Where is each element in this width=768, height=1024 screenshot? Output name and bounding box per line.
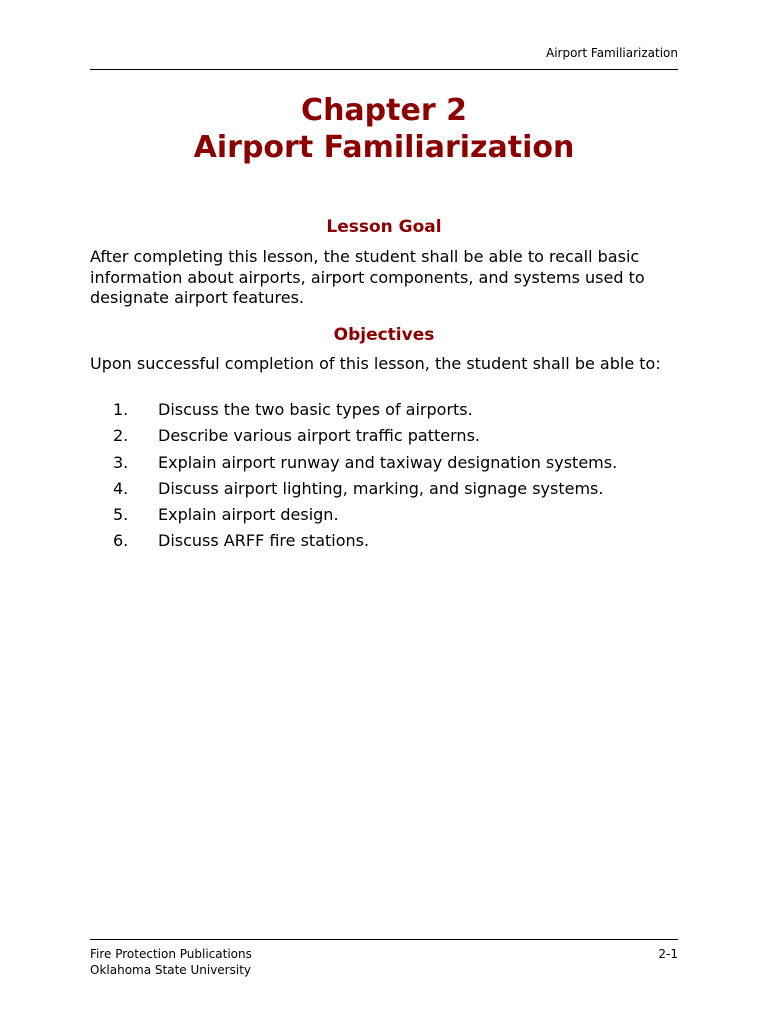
objective-text: Discuss ARFF fire stations.: [158, 531, 370, 551]
objective-number: 2.: [113, 426, 129, 446]
objective-text: Discuss airport lighting, marking, and signage systems.: [158, 478, 604, 498]
objectives-intro: Upon successful completion of this lesson, the student shall be able to:: [90, 354, 661, 373]
footer-credits: [90, 946, 252, 978]
lesson-goal-heading: Lesson Goal: [326, 217, 442, 237]
objective-text: Discuss the two basic types of airports.: [158, 400, 473, 419]
objective-item: [90, 479, 678, 505]
objective-number: 1.: [113, 400, 129, 419]
footer-rule: [90, 939, 678, 940]
objectives-heading: Objectives: [333, 325, 435, 345]
objectives-list: [90, 400, 678, 558]
objective-item: [90, 400, 678, 426]
header-rule: [90, 69, 678, 70]
objective-number: 6.: [113, 531, 129, 551]
objective-item: [90, 505, 678, 531]
page-number: 2-1: [658, 947, 678, 961]
chapter-name: Airport Familiarization: [193, 130, 575, 165]
objective-text: Explain airport runway and taxiway designation systems.: [158, 452, 618, 472]
chapter-title: [90, 92, 678, 166]
objective-text: Explain airport design.: [158, 505, 339, 525]
chapter-number: Chapter 2: [301, 93, 467, 128]
objective-item: [90, 453, 678, 479]
objective-text: Describe various airport traffic patterns.: [158, 426, 480, 446]
objective-number: 4.: [113, 478, 129, 498]
running-header: Airport Familiarization: [546, 46, 678, 60]
footer-institution: Oklahoma State University: [90, 963, 251, 977]
objective-number: 3.: [113, 452, 129, 472]
objective-number: 5.: [113, 505, 129, 525]
objective-item: [90, 426, 678, 452]
footer-publisher: Fire Protection Publications: [90, 947, 252, 961]
objective-item: [90, 531, 678, 557]
lesson-goal-text: After completing this lesson, the student shall be able to recall basic information about airports, airport components, and systems used to designate airport features.: [90, 247, 645, 307]
